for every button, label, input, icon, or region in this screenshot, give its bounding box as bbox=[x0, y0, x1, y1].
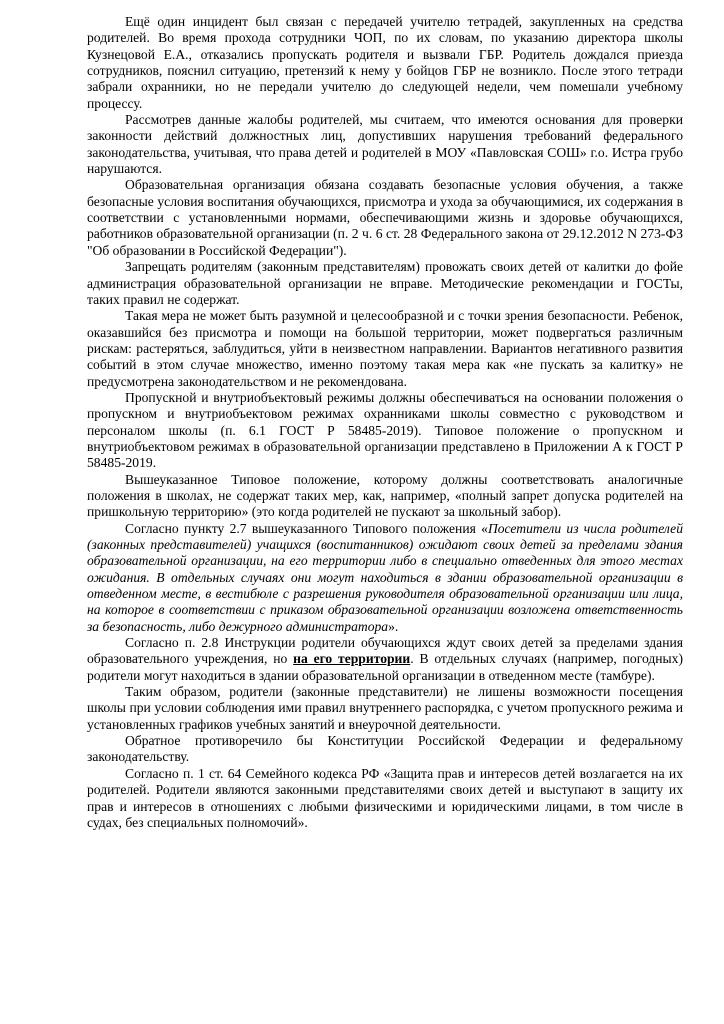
paragraph-text: Вышеуказанное Типовое положение, которому должны соответствовать аналогичные положения в школах, не содержат таких мер, как, например, «полный запрет допуска родителей на пришкольную территорию» (это когда родителей не пускают за школьный забор). bbox=[87, 471, 683, 520]
paragraph-conclusion bbox=[87, 684, 683, 733]
paragraph-text: Пропускной и внутриобъектовый режимы должны обеспечиваться на основании положения о пропускном и внутриобъектовом режимах охранниками школы совместно с руководством и персоналом школы (п. 6.1 ГОСТ Р 58485-2019). Типовое положение о пропускном и внутриобъектовом режимах в образовательной организации представлено в Приложении А к ГОСТ Р 58485-2019. bbox=[87, 389, 683, 471]
paragraph-text: Согласно п. 2.8 Инструкции родители обучающихся ждут своих детей за пределами здания образовательного учреждения, но bbox=[87, 635, 683, 667]
paragraph-text: Рассмотрев данные жалобы родителей, мы считаем, что имеются основания для проверки законности действий должностных лиц, допустивших нарушения требований федерального законодательства, учитывая, что права детей и родителей в МОУ «Павловская СОШ» г.о. Истра грубо нарушаются. bbox=[87, 112, 683, 177]
paragraph-text: Ещё один инцидент был связан с передачей учителю тетрадей, закупленных на средства родителей. Во время прохода сотрудники ЧОП, по их словам, по указанию директора школы Кузнецовой Е.А., отказались пропускать родителя и вызвали ГБР. Родитель дождался приезда сотрудников, пояснил ситуацию, претензий к нему у бойцов ГБР не возникло. После этого тетради забрали охранники, но не передали учителю до следующей недели, чем помешали учебному процессу. bbox=[87, 14, 683, 111]
paragraph-complaint-review bbox=[87, 112, 683, 177]
paragraph-text: Согласно пункту 2.7 вышеуказанного Типового положения « bbox=[125, 520, 488, 536]
paragraph-text: Таким образом, родители (законные представители) не лишены возможности посещения школы при условии соблюдения ими правил внутреннего распорядка, с учетом пропускного режима и установленных графиков учебных занятий и внеурочной деятельности. bbox=[87, 684, 683, 732]
paragraph-incident-notebooks bbox=[87, 14, 683, 112]
paragraph-typical-provision bbox=[87, 472, 683, 521]
paragraph-gate-prohibition bbox=[87, 259, 683, 308]
paragraph-text: Запрещать родителям (законным представителям) провожать своих детей от калитки до фойе администрация образовательной организации не вправе. Методические рекомендации и ГОСТы, таких правил не содержат. bbox=[87, 259, 683, 307]
paragraph-text: Такая мера не может быть разумной и целесообразной и с точки зрения безопасности. Ребенок, оказавшийся без присмотра и помощи на большой территории, может подвергаться различным рискам: растеряться, заблудиться, уйти в неизвестном направлении. Вариантов негативного развития событий в этом случае множество, именно поэтому такая мера как «не пускать за калитку» не предусмотрена законодательством и не рекомендована. bbox=[87, 308, 683, 389]
emphasized-text: на его территории bbox=[293, 651, 411, 667]
paragraph-constitution bbox=[87, 733, 683, 766]
paragraph-access-regime bbox=[87, 390, 683, 472]
paragraph-family-code bbox=[87, 766, 683, 831]
paragraph-clause-2-8 bbox=[87, 635, 683, 684]
paragraph-text: ». bbox=[388, 618, 399, 634]
paragraph-text: Обратное противоречило бы Конституции Российской Федерации и федеральному законодательству. bbox=[87, 733, 683, 765]
document-page bbox=[87, 14, 683, 831]
paragraph-safety-risks bbox=[87, 308, 683, 390]
paragraph-text: Образовательная организация обязана создавать безопасные условия обучения, а также безопасные условия воспитания обучающихся, присмотра и ухода за обучающимися, их содержания в соответствии с установленными нормами, обеспечивающими жизнь и здоровье обучающихся, работников образовательной организации (п. 2 ч. 6 ст. 28 Федерального закона от 29.12.2012 N 273-ФЗ "Об образовании в Российской Федерации"). bbox=[87, 177, 683, 258]
quoted-clause-text: Посетители из числа родителей (законных представителей) учащихся (воспитанников) ожидают своих детей за пределами здания образовательной организации, на его территории либо в специально отведенных для этого местах ожидания. В отдельных случаях они могут находиться в здании образовательной организации в отведенном месте, в вестибюле с разрешения руководителя образовательной организации или лица, на которое в соответствии с приказом образовательной организации возложена ответственность за безопасность, либо дежурного администратора bbox=[87, 520, 683, 634]
paragraph-text: Согласно п. 1 ст. 64 Семейного кодекса РФ «Защита прав и интересов детей возлагается на их родителей. Родители являются законными представителями своих детей и выступают в защиту их прав и интересов в отношениях с любыми физическими и юридическими лицами, в том числе в судах, без специальных полномочий». bbox=[87, 765, 683, 830]
paragraph-safe-conditions bbox=[87, 177, 683, 259]
paragraph-text: . В отдельных случаях (например, погодных) родители могут находиться в здании образовательной организации в отведенном месте (тамбуре). bbox=[87, 651, 683, 683]
paragraph-clause-2-7 bbox=[87, 521, 683, 635]
